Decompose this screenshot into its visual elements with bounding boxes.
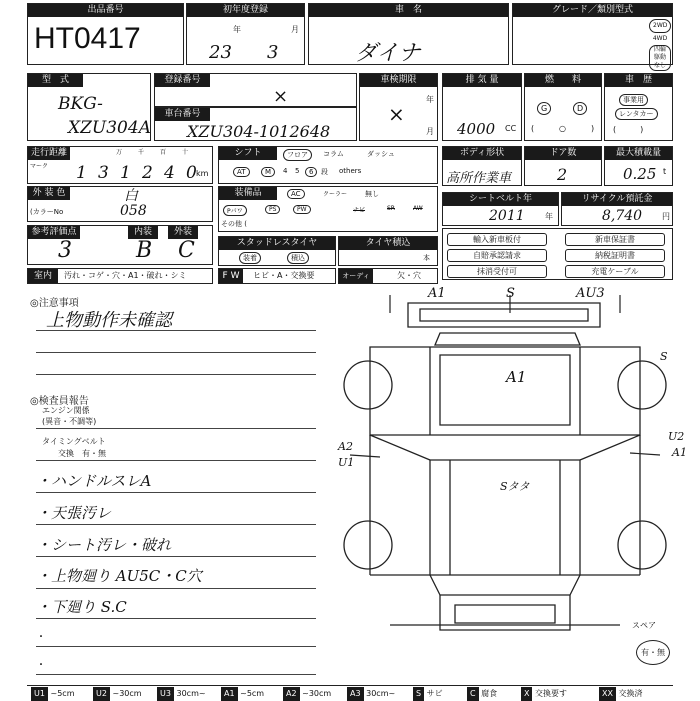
studless-box (218, 236, 336, 266)
car-name-label: 車 名 (309, 4, 508, 17)
legend-item (31, 687, 74, 701)
interior-cond-items: 汚れ・コゲ・穴・A1・破れ・シミ (64, 271, 187, 280)
history-other: ( ) (613, 125, 644, 134)
doors-value: 2 (557, 165, 568, 184)
studless-mounted: 装着 (239, 252, 261, 264)
body-value: 高所作業車 (446, 171, 512, 186)
equip-none: 無し (365, 190, 379, 198)
seatbelt-box (442, 192, 559, 226)
legend-key: A1 (221, 687, 238, 701)
doc-warranty: 新車保証書 (565, 233, 665, 246)
reg-no-label: 登録番号 (155, 74, 210, 87)
shift-others: others (339, 167, 362, 175)
equipment-label: 装備品 (219, 187, 277, 200)
color-label: 外 装 色 (28, 187, 70, 200)
capacity-label: 最大積載量 (605, 147, 672, 160)
color-value: 白 (124, 188, 138, 204)
mileage-digit: 1 (120, 163, 131, 183)
mileage-digit: 3 (98, 163, 109, 183)
damage-label: A1 (672, 446, 687, 459)
legend-bar (27, 685, 673, 701)
docs-box (442, 228, 673, 280)
chassis-value: XZU304-1012648 (187, 122, 331, 141)
report-rule (36, 428, 316, 429)
inspection-box (359, 73, 438, 141)
ratings-box (27, 225, 213, 265)
doc-cancel-accept: 抹消受付可 (447, 265, 547, 278)
rating-exterior: C (178, 238, 195, 263)
color-code: 058 (120, 203, 147, 219)
opt-2wd: 2WD (649, 19, 671, 33)
fw-row (218, 268, 336, 284)
legend-item (157, 687, 206, 701)
mileage-mark: マーク (30, 163, 49, 170)
engine-label: エンジン関係 (42, 406, 90, 415)
equip-pw: PW (293, 205, 311, 214)
fuel-g: G (537, 102, 551, 115)
equip-pw-win: Pパワ (223, 205, 247, 216)
report-rule (36, 646, 316, 647)
tire-count-unit: 本 (423, 254, 430, 262)
report-rule (36, 492, 316, 493)
legend-item (467, 687, 497, 701)
shift-label: シフト (219, 147, 277, 160)
report-rule (36, 556, 316, 557)
capacity-value: 0.25 (623, 165, 657, 183)
shift-column: コラム (323, 150, 344, 158)
notes-rule (36, 330, 316, 331)
reg-no-value: × (273, 86, 289, 107)
chassis-box (154, 107, 357, 141)
body-label: ボディ形状 (443, 147, 521, 160)
chassis-label: 車台番号 (155, 108, 210, 121)
lot-box (27, 3, 184, 65)
first-reg-month: 3 (267, 42, 279, 63)
fuel-box (524, 73, 602, 141)
notes-rule (36, 352, 316, 353)
fuel-paren-close: ) (591, 124, 595, 133)
notes-heading: ◎注意事項 (30, 298, 79, 309)
report-item: ・ハンドルスレA (36, 472, 152, 490)
drive-options (649, 19, 671, 72)
damage-label: U1 (338, 456, 355, 469)
shift-at: AT (233, 167, 250, 177)
shift-5: 5 (295, 167, 300, 175)
displacement-unit: CC (505, 124, 517, 133)
doc-import-new: 輸入新車板付 (447, 233, 547, 246)
insp-year-unit: 年 (426, 95, 434, 104)
mileage-unit: km (196, 169, 209, 178)
exterior-label: 外装 (168, 226, 198, 239)
doc-cali-request: 自賠承認請求 (447, 249, 547, 262)
fw-label: F W (219, 269, 243, 283)
grade-box (512, 3, 673, 69)
tire-label: タイヤ積込 (339, 237, 437, 250)
equipment-box (218, 186, 438, 232)
unit-man: 万 (116, 149, 123, 156)
shift-speed: 段 (321, 168, 328, 176)
mileage-box (27, 146, 213, 184)
doors-label: ドア数 (525, 147, 601, 160)
type-line1: BKG- (58, 94, 103, 114)
shift-6: 6 (305, 167, 317, 177)
equip-other: その他 ( (221, 220, 247, 228)
shift-dash: ダッシュ (367, 150, 395, 158)
grade-label: グレード／類別型式 (513, 4, 672, 17)
tire-box (338, 236, 438, 266)
engine-sub: (異音・不調等) (42, 417, 97, 426)
legend-key: A2 (283, 687, 300, 701)
legend-item (521, 687, 567, 701)
first-reg-box (186, 3, 305, 65)
legend-item (413, 687, 443, 701)
rating-score: 3 (58, 238, 72, 263)
audio-items: 欠・穴 (397, 271, 421, 280)
report-rule (36, 674, 316, 675)
damage-label: U2 (668, 430, 685, 443)
damage-label: S (506, 286, 515, 301)
legend-value: ~5cm (50, 689, 75, 698)
history-label: 車 歴 (605, 74, 672, 87)
type-box (27, 73, 151, 141)
report-rule (36, 588, 316, 589)
history-box (604, 73, 673, 141)
legend-key: S (413, 687, 424, 701)
color-code-label: (カラーNo (30, 208, 64, 216)
report-item: ・天張汚レ (36, 504, 112, 522)
first-reg-year: 23 (209, 42, 232, 63)
unit-hyaku: 百 (160, 149, 167, 156)
displacement-box (442, 73, 522, 141)
report-rule (36, 524, 316, 525)
timing-sub: 交換 有・無 (58, 449, 106, 458)
seatbelt-unit: 年 (545, 212, 553, 221)
legend-value: ~30cm (302, 689, 332, 698)
recycle-value: 8,740 (602, 208, 643, 224)
legend-value: 交換要す (535, 689, 568, 698)
mileage-digit: 0 (186, 163, 197, 183)
legend-item (221, 687, 264, 701)
fuel-other: ○ (559, 124, 566, 133)
equip-ac: AC (287, 189, 305, 199)
report-item: ・ (36, 660, 46, 671)
spare-label: スペア (632, 621, 656, 630)
body-box (442, 146, 522, 186)
report-rule (36, 460, 316, 461)
legend-key: U1 (31, 687, 48, 701)
capacity-unit: t (663, 167, 667, 176)
damage-label: S (660, 350, 668, 363)
car-name: ダイナ (355, 41, 421, 66)
fuel-label: 燃 料 (525, 74, 601, 87)
reg-no-box (154, 73, 357, 107)
shift-4: 4 (283, 167, 288, 175)
seatbelt-label: シートベルト年 (443, 193, 558, 206)
mileage-digit: 2 (142, 163, 153, 183)
legend-value: 腐食 (481, 689, 498, 698)
legend-key: XX (599, 687, 616, 701)
doc-tax-cert: 納税証明書 (565, 249, 665, 262)
equip-aw: AW (413, 205, 423, 212)
shift-m: M (261, 167, 275, 177)
car-name-box (308, 3, 509, 65)
report-item: ・シート汚レ・破れ (36, 536, 172, 554)
report-item: ・下廻り S.C (36, 598, 127, 616)
legend-key: U3 (157, 687, 174, 701)
year-unit: 年 (233, 25, 241, 34)
interior-condition-row (27, 268, 213, 284)
doc-charge-cable: 充電ケーブル (565, 265, 665, 278)
report-heading: ◎検査員報告 (30, 396, 89, 407)
type-label: 型 式 (28, 74, 83, 87)
note-line-1: 上物動作未確認 (46, 310, 172, 331)
legend-key: U2 (93, 687, 110, 701)
studless-label: スタッドレスタイヤ (219, 237, 335, 250)
type-line2: XZU304A (68, 118, 151, 138)
notes-rule (36, 374, 316, 375)
audio-label: オーディオ (339, 269, 373, 283)
legend-value: ~5cm (240, 689, 265, 698)
mileage-digit: 4 (164, 163, 175, 183)
inspection-value: × (388, 102, 405, 126)
ratings-label: 参考評価点 (28, 226, 80, 239)
first-reg-label: 初年度登録 (187, 4, 304, 17)
report-rule (36, 618, 316, 619)
legend-value: 30cm~ (366, 689, 396, 698)
fuel-paren-open: ( (531, 124, 535, 133)
equip-navi: ナビ (353, 207, 366, 214)
interior-label: 内装 (128, 226, 158, 239)
shift-floor: フロア (283, 149, 312, 161)
recycle-unit: 円 (662, 212, 670, 221)
studless-loaded: 積込 (287, 252, 309, 264)
recycle-box (561, 192, 673, 226)
color-box (27, 186, 213, 222)
equip-sr: SR (387, 205, 395, 212)
legend-item (599, 687, 643, 701)
equip-cooler: クーラー (323, 191, 348, 198)
damage-label: AU3 (576, 286, 605, 301)
seatbelt-value: 2011 (489, 208, 525, 224)
legend-item (347, 687, 395, 701)
inspection-label: 車検期限 (360, 74, 437, 87)
legend-value: 交換済 (618, 689, 643, 698)
mileage-label: 走行距離 (28, 147, 70, 160)
legend-item (283, 687, 331, 701)
fw-items: ヒビ・A・交換要 (253, 271, 315, 280)
timing-label: タイミングベルト (42, 437, 106, 446)
month-unit: 月 (291, 25, 299, 34)
recycle-label: リサイクル預託金 (562, 193, 672, 206)
audio-row (338, 268, 438, 294)
opt-4wd: 4WD (652, 35, 668, 42)
opt-4wd-none: 四輪駆動なし (649, 45, 671, 71)
damage-label: A1 (428, 286, 446, 301)
report-item: ・ (36, 632, 46, 643)
damage-label: Sタタ (500, 480, 530, 493)
rating-interior: B (136, 238, 153, 263)
displacement-label: 排 気 量 (443, 74, 521, 87)
legend-key: X (521, 687, 532, 701)
capacity-box (604, 146, 673, 186)
legend-key: A3 (347, 687, 364, 701)
legend-value: サビ (426, 689, 443, 698)
legend-key: C (467, 687, 479, 701)
unit-sen: 千 (138, 149, 145, 156)
lot-number: HT0417 (34, 22, 141, 55)
shift-box (218, 146, 438, 184)
damage-label: A1 (506, 368, 527, 386)
interior-cond-label: 室内 (28, 269, 58, 283)
mileage-digit: 1 (76, 163, 87, 183)
unit-juu: 十 (182, 149, 189, 156)
spare-value: 有・無 (636, 640, 670, 665)
legend-item (93, 687, 142, 701)
doors-box (524, 146, 602, 186)
legend-value: ~30cm (112, 689, 142, 698)
damage-label: A2 (338, 440, 353, 453)
insp-month-unit: 月 (426, 127, 434, 136)
lot-label: 出品番号 (28, 4, 183, 17)
report-item: ・上物廻り AU5C・C穴 (36, 567, 202, 585)
fuel-d: D (573, 102, 587, 115)
legend-value: 30cm~ (176, 689, 206, 698)
equip-ps: PS (265, 205, 280, 214)
displacement-value: 4000 (457, 120, 496, 138)
history-rental: レンタカー (615, 108, 658, 120)
history-business: 事業用 (619, 94, 648, 106)
